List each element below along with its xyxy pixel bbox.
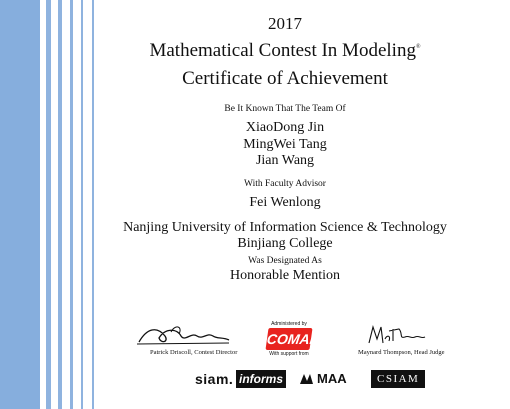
csiam-logo: CSIAM [371,370,425,388]
stripe-wide [0,0,40,409]
comap-logo-block [263,321,321,365]
registered-mark: ® [415,44,421,50]
stripe [46,0,51,409]
certificate-title [105,40,465,62]
sponsor-logos [105,370,465,390]
advisor-label: With Faculty Advisor [244,179,326,189]
contest-director-signature [135,322,231,348]
maa-logo-text: MAA [317,371,347,386]
university-name: Nanjing University of Information Science & Technology [123,220,447,235]
team-member-2: MingWei Tang [243,137,327,152]
team-member-1: XiaoDong Jin [245,120,325,135]
team-member-3: Jian Wang [255,153,315,168]
faculty-advisor: Fei Wenlong [249,195,321,210]
team-intro-label: Be It Known That The Team Of [224,104,346,114]
stripe [92,0,94,409]
stripe [81,0,83,409]
head-judge-caption: Maynard Thompson, Head Judge [358,349,445,356]
certificate-year: 2017 [268,14,302,33]
siam-logo: siam. [195,371,234,387]
decorative-blue-stripes [0,0,100,409]
certificate-subtitle: Certificate of Achievement [182,68,388,89]
administered-by-label: Administered by [271,321,307,327]
contest-name: Mathematical Contest In Modeling [149,40,416,61]
maa-logo [317,370,347,388]
comap-logo: COMAP [265,328,312,350]
award-level: Honorable Mention [229,268,341,283]
college-name: Binjiang College [237,236,333,251]
informs-logo: informs [236,370,286,388]
stripe [70,0,73,409]
support-label: With support from [269,351,309,357]
certificate-body [105,0,510,409]
head-judge-signature [365,321,427,347]
contest-director-caption: Patrick Driscoll, Contest Director [150,349,238,356]
maa-emblem-icon [299,373,314,385]
stripe [58,0,62,409]
designation-label: Was Designated As [248,256,322,266]
